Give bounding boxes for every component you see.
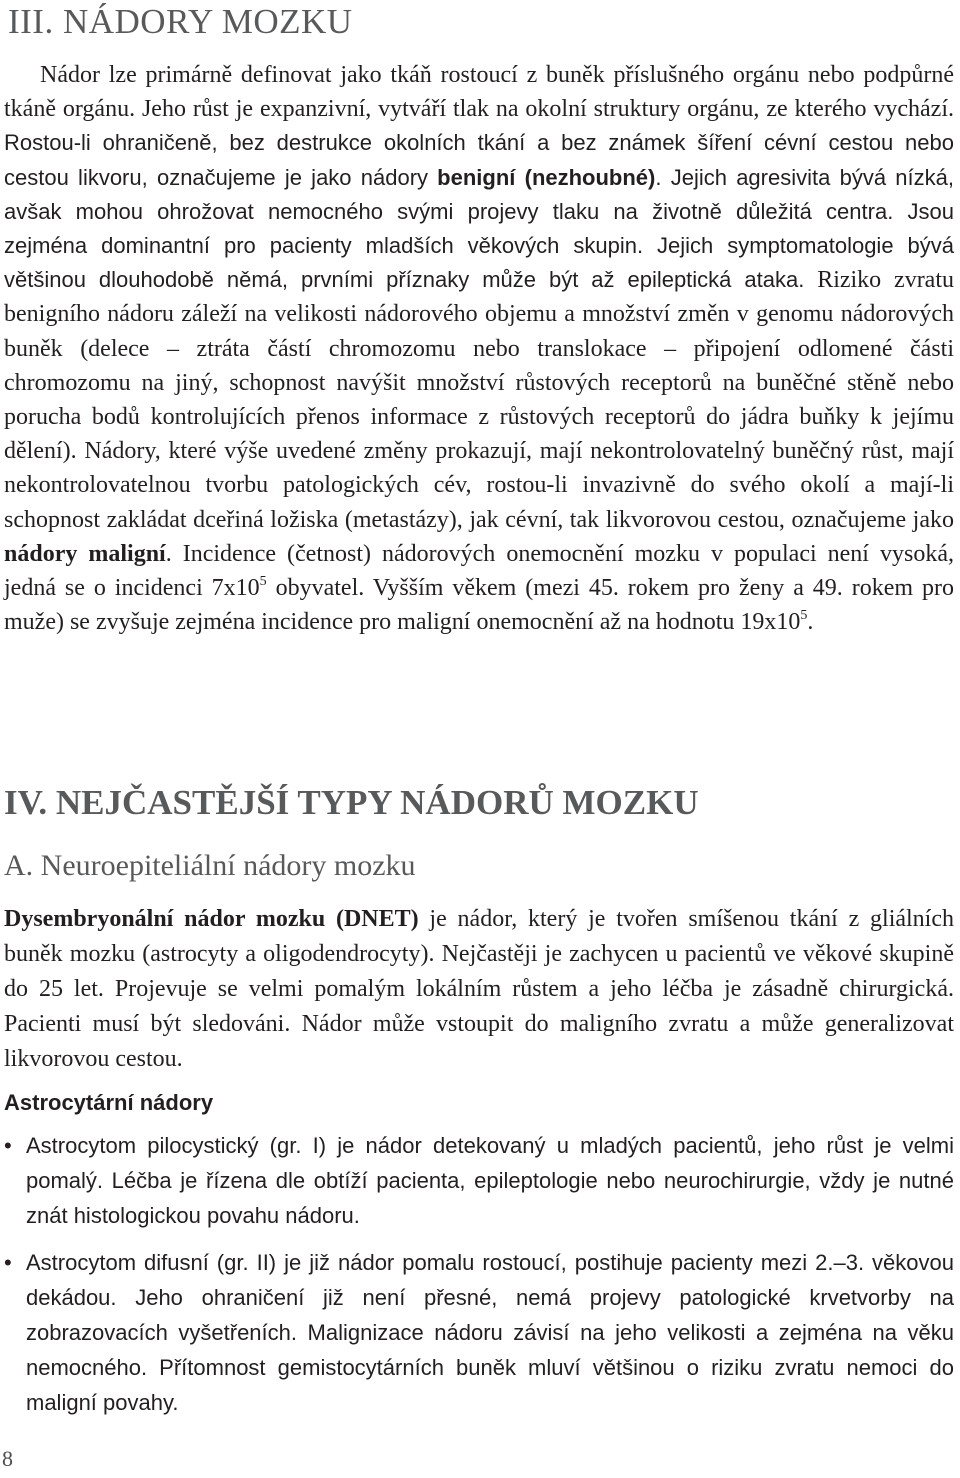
para-sentence-5: . Incidence (četnost) nádorových onemocnění mozku v populaci není vysoká, jedná se o incidenci 7x10: [4, 540, 954, 602]
dnet-term: Dysembryonální nádor mozku (DNET): [4, 906, 419, 932]
para-sentence-6: obyvatel. Vyšším věkem (mezi 45. rokem pro ženy a 49. rokem pro muže) se zvyšuje zejména incidence pro maligní onemocnění až na hodnotu 19x10: [4, 575, 954, 636]
list-item: [4, 1245, 954, 1420]
para-sentence-3: . Jejich agresivita bývá nízká, avšak mohou ohrožovat nemocného svými projevy tlaku na životně důležitá centra. Jsou zejména dominantní pro pacienty mladších věkových skupin. Jejich symptomatologie bývá většinou dlouhodobě němá, prvními příznaky může být až epileptická ataka.: [4, 164, 954, 293]
para-sentence-2: Rostou-li ohraničeně, bez destrukce okolních tkání a bez známek šíření cévní cestou nebo cestou likvoru, označujeme je jako nádory: [4, 130, 954, 190]
dnet-text: je nádor, který je tvořen smíšenou tkání z gliálních buněk mozku (astrocyty a oligodendrocyty). Nejčastěji je zachycen u pacientů ve věkové skupině do 25 let. Projevuje se velmi pomalým lokálním růstem a jeho léčba je zásadně chirurgická. Pacienti musí být sledováni. Nádor může vstoupit do maligního zvratu a může generalizovat likvorovou cestou.: [4, 906, 954, 1072]
exponent-1: 5: [259, 574, 267, 590]
page-number: 8: [2, 1446, 13, 1471]
benign-term: benigní (nezhoubné): [437, 164, 656, 190]
bullet-list: [4, 1128, 954, 1432]
malignant-term: nádory maligní: [4, 540, 166, 567]
section-paragraph: [4, 58, 954, 639]
astrocytic-heading: Astrocytární nádory: [4, 1090, 214, 1115]
dnet-paragraph: [4, 902, 954, 1077]
para-sentence-4: Riziko zvratu benigního nádoru záleží na velikosti nádorového objemu a množství změn v genomu nádorových buněk (delece – ztráta částí chromozomu nebo translokace – připojení odlomené části chromozomu na jiný, schopnost navýšit množství růstových receptorů na buněčné stěně nebo porucha bodů kontrolujících přenos informace z růstových receptorů do jádra buňky k jejímu dělení). Nádory, které výše uvedené změny prokazují, mají nekontrolovatelný buněčný růst, mají nekontrolovatelnou tvorbu patologických cév, rostou-li invazivně do svého okolí a mají-li schopnost zakládat dceřiná ložiska (metastázy), jak cévní, tak likvorovou cestou, označujeme jako: [4, 267, 955, 533]
bullet-icon: •: [4, 1133, 12, 1158]
para-sentence-7: .: [807, 609, 814, 636]
section-title-2: IV. NEJČASTĚJŠÍ TYPY NÁDORŮ MOZKU: [4, 783, 699, 822]
section-title: III. NÁDORY MOZKU: [8, 2, 353, 41]
list-item-text: Astrocytom difusní (gr. II) je již nádor pomalu rostoucí, postihuje pacienty mezi 2.–3. věkovou dekádou. Jeho ohraničení již není přesné, nemá projevy patologické krvetvorby na zobrazovacích vyšetřeních. Malignizace nádoru závisí na jeho velikosti a zejména na věku nemocného. Přítomnost gemistocytárních buněk mluví většinou o riziku zvratu nemoci do maligní povahy.: [26, 1250, 954, 1415]
bullet-icon: •: [4, 1250, 12, 1275]
list-item-text: Astrocytom pilocystický (gr. I) je nádor detekovaný u mladých pacientů, jeho růst je velmi pomalý. Léčba je řízena dle obtíží pacienta, epileptologie nebo neurochirurgie, vždy je nutné znát histologickou povahu nádoru.: [26, 1133, 954, 1228]
exponent-2: 5: [800, 608, 808, 624]
subsection-title: A. Neuroepiteliální nádory mozku: [4, 849, 416, 882]
list-item: [4, 1128, 954, 1233]
para-sentence-1: Nádor lze primárně definovat jako tkáň rostoucí z buněk příslušného orgánu nebo podpůrné tkáně orgánu. Jeho růst je expanzivní, vytváří tlak na okolní struktury orgánu, ze kterého vychází.: [4, 62, 954, 123]
